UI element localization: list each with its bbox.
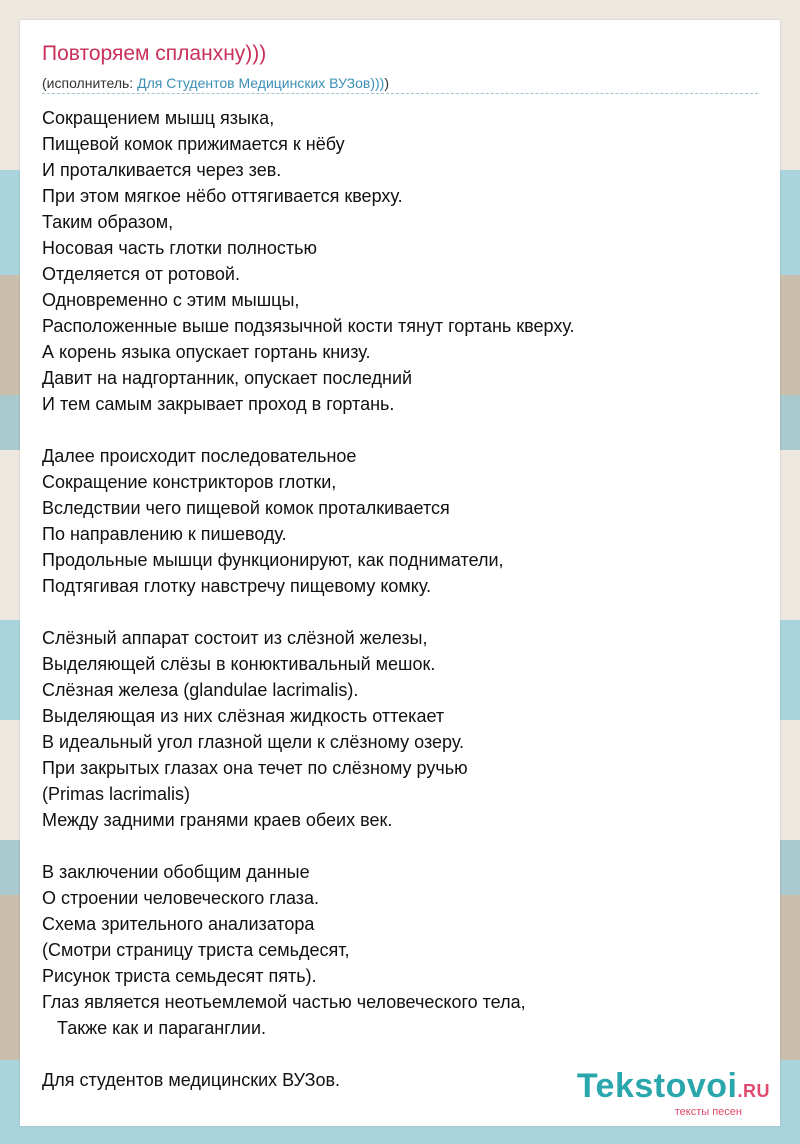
lyric-line: Давит на надгортанник, опускает последний	[42, 368, 413, 388]
lyric-line: Для студентов медицинских ВУЗов.	[42, 1070, 341, 1090]
lyrics-text	[42, 105, 758, 1093]
byline-suffix: )	[384, 75, 389, 91]
lyric-line: При этом мягкое нёбо оттягивается кверху.	[42, 186, 403, 206]
lyric-line: Схема зрительного анализатора	[42, 914, 315, 934]
lyric-line: Сокращением мышц языка,	[42, 108, 275, 128]
lyric-line: Рисунок триста семьдесят пять).	[42, 966, 317, 986]
stanza-break	[42, 417, 758, 443]
lyric-line: И тем самым закрывает проход в гортань.	[42, 394, 395, 414]
lyric-line: Выделяющая из них слёзная жидкость оттекает	[42, 706, 445, 726]
lyric-line: По направлению к пишеводу.	[42, 524, 287, 544]
logo-wordmark	[577, 1068, 770, 1109]
byline-prefix: (исполнитель:	[42, 75, 138, 91]
logo-name: Tekstovoi	[576, 1067, 738, 1105]
lyric-line: Между задними гранями краев обеих век.	[42, 810, 393, 830]
lyric-line: Одновременно с этим мышцы,	[42, 290, 300, 310]
lyric-line: Вследствии чего пищевой комок проталкивается	[42, 498, 450, 518]
logo-tagline: тексты песен	[674, 1106, 742, 1118]
lyric-line: В идеальный угол глазной щели к слёзному озеру.	[42, 732, 465, 752]
lyric-line: Отделяется от ротовой.	[42, 264, 240, 284]
lyric-line: О строении человеческого глаза.	[42, 888, 320, 908]
lyric-line: Таким образом,	[42, 212, 174, 232]
lyric-line: Выделяющей слёзы в конюктивальный мешок.	[42, 654, 436, 674]
lyric-line: Носовая часть глотки полностью	[42, 238, 317, 258]
stanza-break	[42, 833, 758, 859]
lyrics-sheet	[20, 20, 780, 1126]
lyric-line: (Смотри страницу триста семьдесят,	[42, 940, 350, 960]
lyric-line: И проталкивается через зев.	[42, 160, 282, 180]
dashed-divider	[42, 93, 758, 94]
lyric-line: Подтягивая глотку навстречу пищевому комку.	[42, 576, 432, 596]
lyric-line: Расположенные выше подзязычной кости тянут гортань кверху.	[42, 316, 575, 336]
lyric-line: (Primas lacrimalis)	[42, 784, 190, 804]
lyric-line: Продольные мышци функционируют, как подниматели,	[42, 550, 504, 570]
lyric-line: Также как и параганглии.	[42, 1018, 267, 1038]
lyric-line: В заключении обобщим данные	[42, 862, 310, 882]
lyric-line: Сокращение констрикторов глотки,	[42, 472, 337, 492]
stanza-break	[42, 1041, 758, 1067]
artist-link[interactable]: Для Студентов Медицинских ВУЗов)))	[137, 75, 385, 91]
lyric-line: А корень языка опускает гортань книзу.	[42, 342, 371, 362]
lyric-line: Слёзный аппарат состоит из слёзной железы,	[42, 628, 428, 648]
lyric-line: Пищевой комок прижимается к нёбу	[42, 134, 345, 154]
lyric-line: Слёзная железа (glandulae lacrimalis).	[42, 680, 359, 700]
song-title: Повторяем спланхну)))	[42, 42, 267, 65]
lyric-line: При закрытых глазах она течет по слёзному ручью	[42, 758, 468, 778]
lyric-line: Далее происходит последовательное	[42, 446, 357, 466]
stanza-break	[42, 599, 758, 625]
logo-tld: .RU	[737, 1081, 770, 1101]
lyric-line: Глаз является неотьемлемой частью человеческого тела,	[42, 992, 526, 1012]
site-logo[interactable]	[577, 1068, 770, 1118]
artist-byline	[42, 75, 389, 91]
